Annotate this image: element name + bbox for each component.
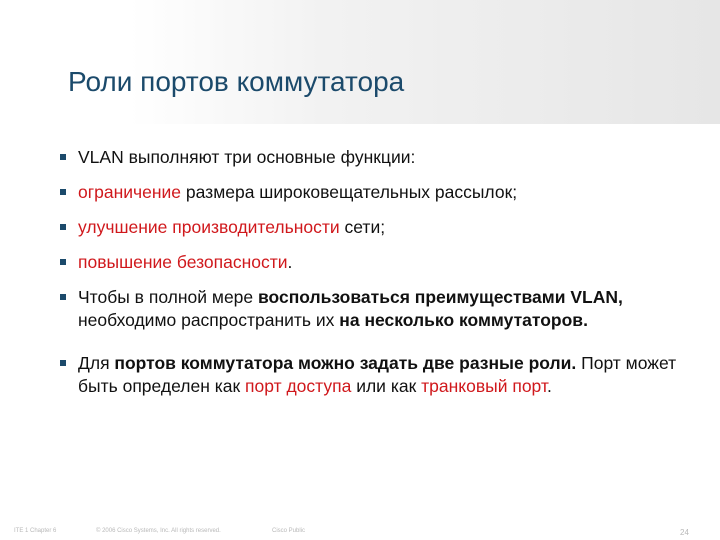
slide-footer xyxy=(0,524,720,540)
bullet-list xyxy=(60,146,700,412)
page-number: 24 xyxy=(680,528,689,537)
highlight-text: порт доступа xyxy=(245,376,352,396)
bold-text: на несколько коммутаторов. xyxy=(339,310,588,330)
bullet-square-icon xyxy=(60,154,66,160)
bullet-item xyxy=(60,286,700,332)
footer-classification: Cisco Public xyxy=(272,528,306,534)
bullet-item xyxy=(60,251,700,274)
bullet-square-icon xyxy=(60,189,66,195)
highlight-text: ограничение xyxy=(78,182,182,202)
bullet-text: Порт может быть определен как xyxy=(78,353,677,396)
bullet-item xyxy=(60,216,700,239)
highlight-text: повышение безопасности xyxy=(78,252,288,272)
bullet-item xyxy=(60,181,700,204)
highlight-text: улучшение производительности xyxy=(78,217,340,237)
bullet-text: Чтобы в полной мере xyxy=(78,287,258,307)
footer-course: ITE 1 Chapter 6 xyxy=(14,528,57,534)
bullet-text: или как xyxy=(351,376,422,396)
bullet-square-icon xyxy=(60,259,66,265)
bullet-text: Для xyxy=(78,353,115,373)
bullet-square-icon xyxy=(60,360,66,366)
bullet-text: . xyxy=(547,376,552,396)
bullet-square-icon xyxy=(60,224,66,230)
header-band xyxy=(0,0,720,124)
bullet-text: сети; xyxy=(339,217,386,237)
bold-text: воспользоваться преимуществами VLAN, xyxy=(258,287,623,307)
bold-text: портов коммутатора можно задать две разные роли. xyxy=(114,353,577,373)
bullet-item xyxy=(60,146,700,169)
bullet-text: размера широковещательных рассылок; xyxy=(181,182,518,202)
bullet-item xyxy=(60,352,700,398)
bullet-text: . xyxy=(287,252,293,272)
bullet-text: VLAN выполняют три основные функции: xyxy=(78,147,416,167)
bullet-square-icon xyxy=(60,294,66,300)
bullet-text: необходимо распространить их xyxy=(78,310,340,330)
slide-title: Роли портов коммутатора xyxy=(68,66,405,97)
highlight-text: транковый порт xyxy=(421,376,547,396)
footer-copyright: © 2006 Cisco Systems, Inc. All rights reserved. xyxy=(96,528,221,534)
